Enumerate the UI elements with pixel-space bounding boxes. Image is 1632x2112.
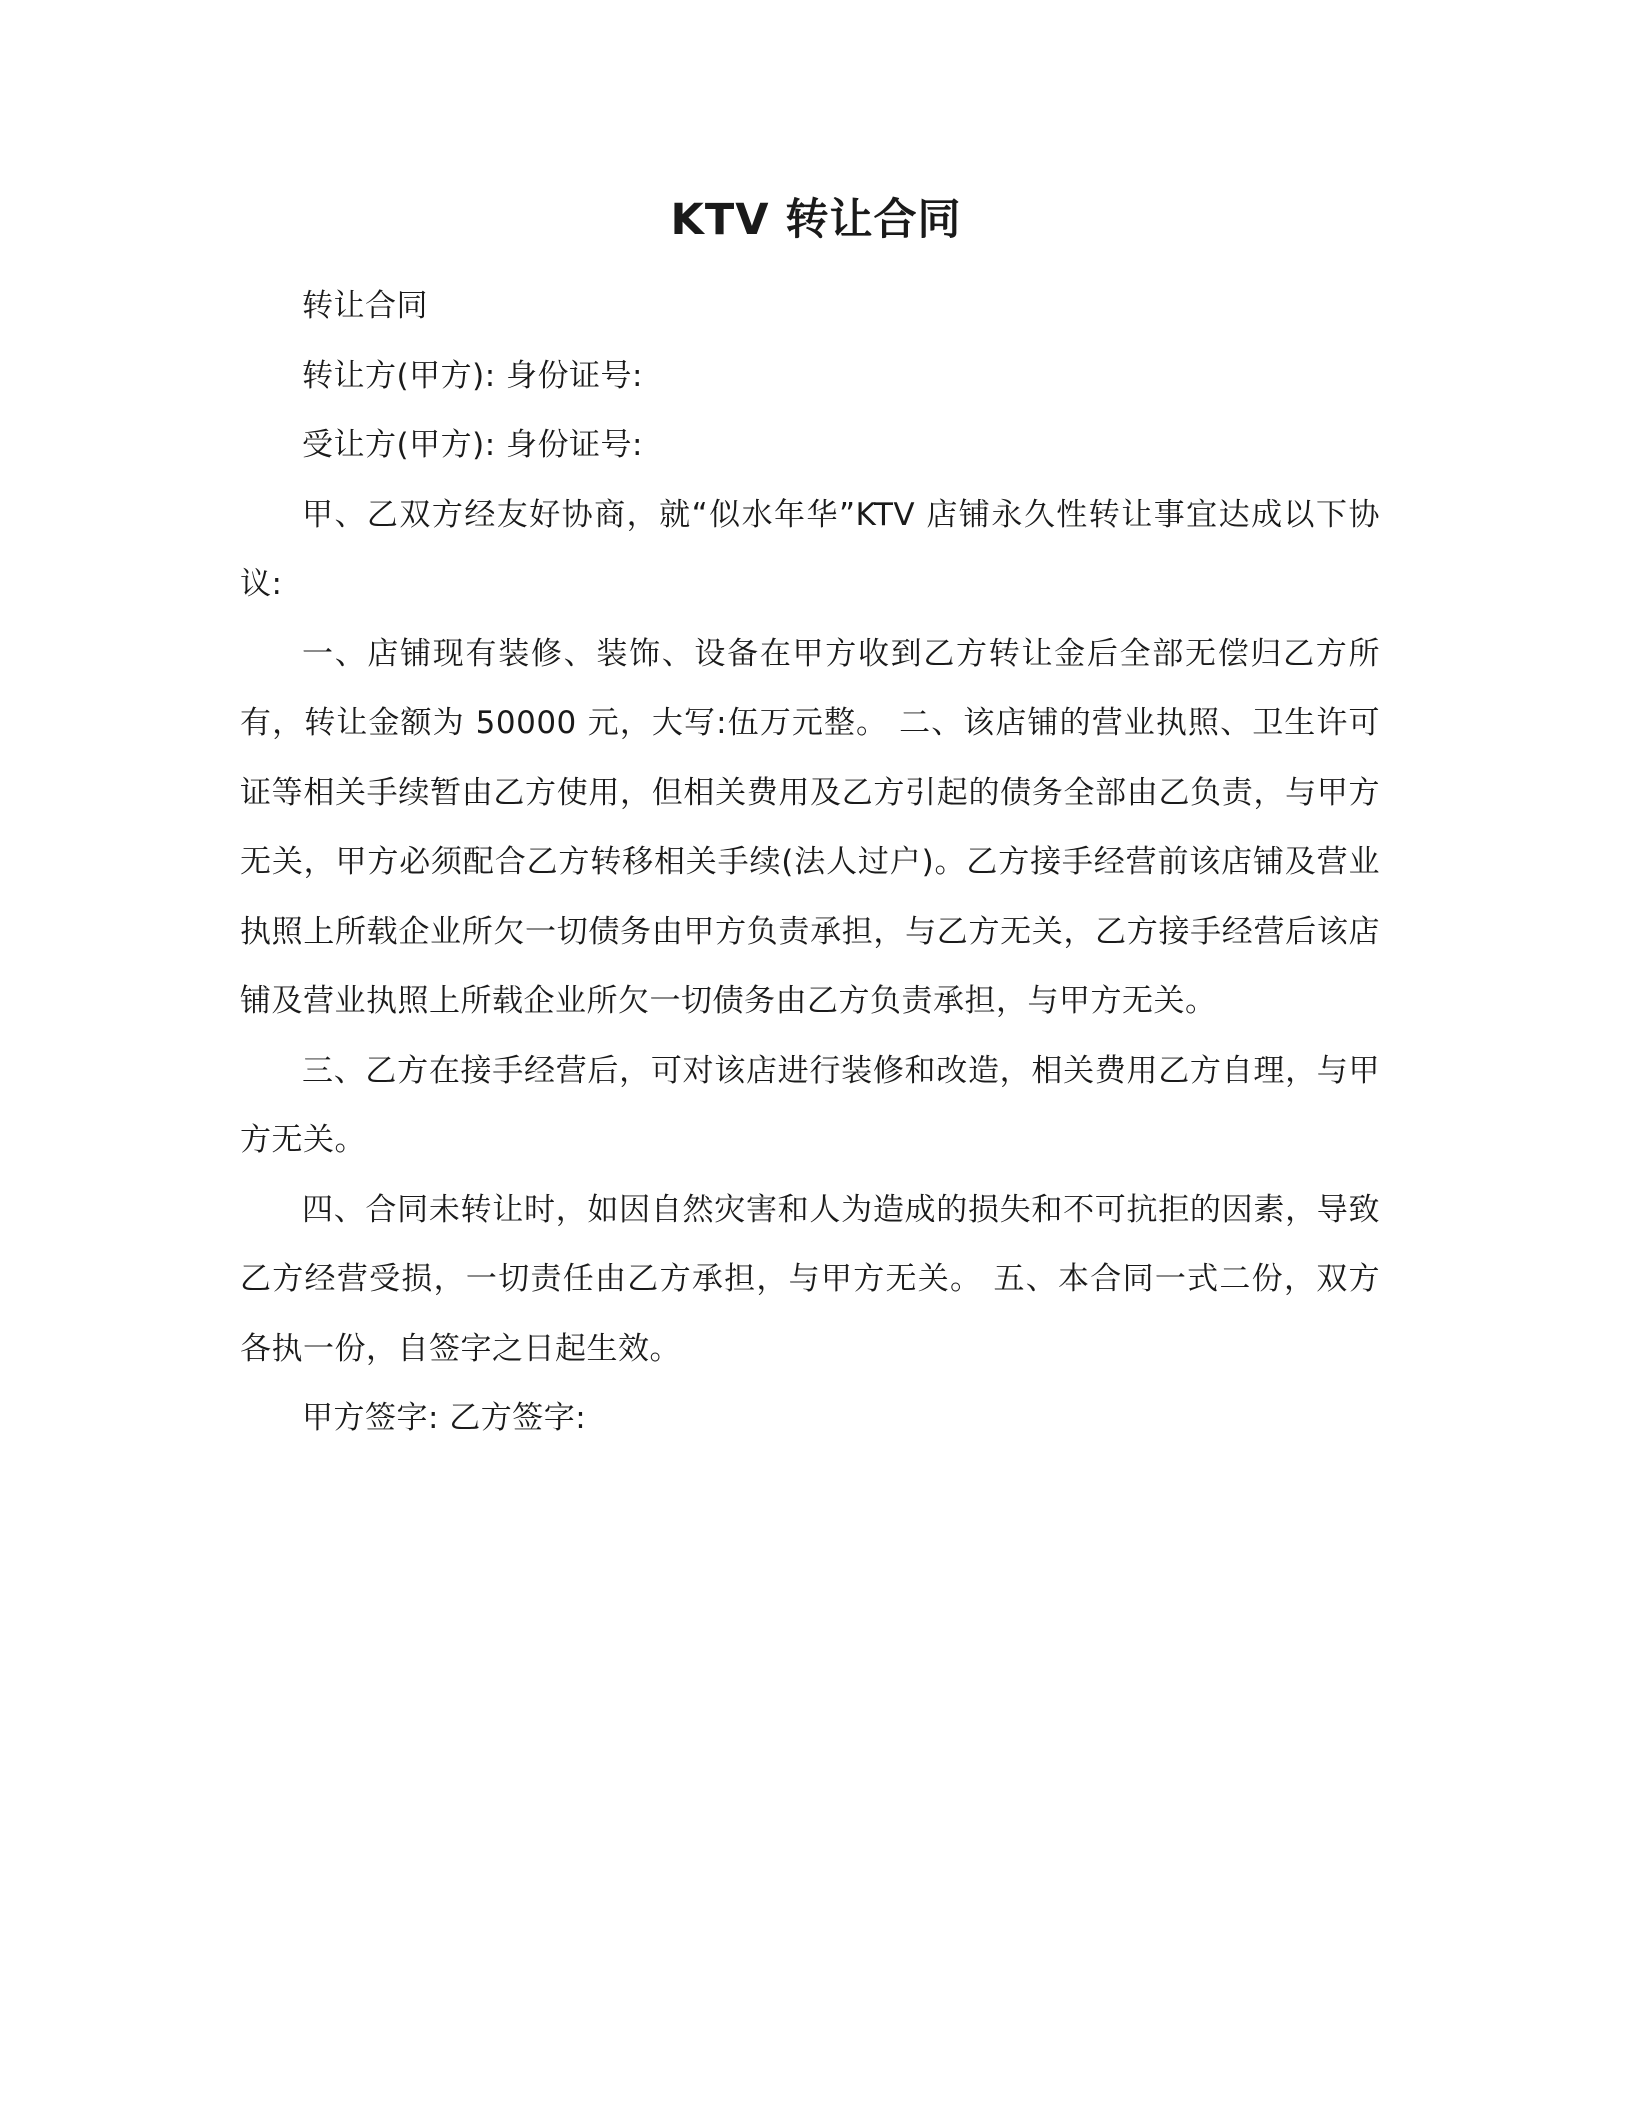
document-title: KTV 转让合同: [670, 195, 962, 245]
paragraph-heading: 转让合同: [302, 288, 428, 324]
paragraph-clause-1-2: 一、店铺现有装修、装饰、设备在甲方收到乙方转让金后全部无偿归乙方所有，转让金额为 50000 元，大写:伍万元整。 二、该店铺的营业执照、卫生许可证等相关手续暂由乙方使用，但相关费用及乙方引起的债务全部由乙负责，与甲方无关，甲方必须配合乙方转移相关手续(法人过户)。乙方接手经营前该店铺及营业执照上所载企业所欠一切债务由甲方负责承担，与乙方无关，乙方接手经营后该店铺及营业执照上所载企业所欠一切债务由乙方负责承担，与甲方无关。: [240, 635, 1380, 1019]
paragraph-clause-3: 三、乙方在接手经营后，可对该店进行装修和改造，相关费用乙方自理，与甲方无关。: [240, 1052, 1380, 1158]
paragraph-clause-4-5: 四、合同未转让时，如因自然灾害和人为造成的损失和不可抗拒的因素，导致乙方经营受损，一切责任由乙方承担，与甲方无关。 五、本合同一式二份，双方各执一份，自签字之日起生效。: [240, 1191, 1380, 1367]
document-body: [240, 272, 1380, 1454]
paragraph-preamble: 甲、乙双方经友好协商，就“似水年华”KTV 店铺永久性转让事宜达成以下协议:: [240, 496, 1380, 602]
paragraph-transferee: 受让方(甲方): 身份证号:: [302, 427, 643, 463]
paragraph-transferor: 转让方(甲方): 身份证号:: [302, 357, 643, 394]
paragraph-signatures: 甲方签字: 乙方签字:: [302, 1400, 587, 1436]
